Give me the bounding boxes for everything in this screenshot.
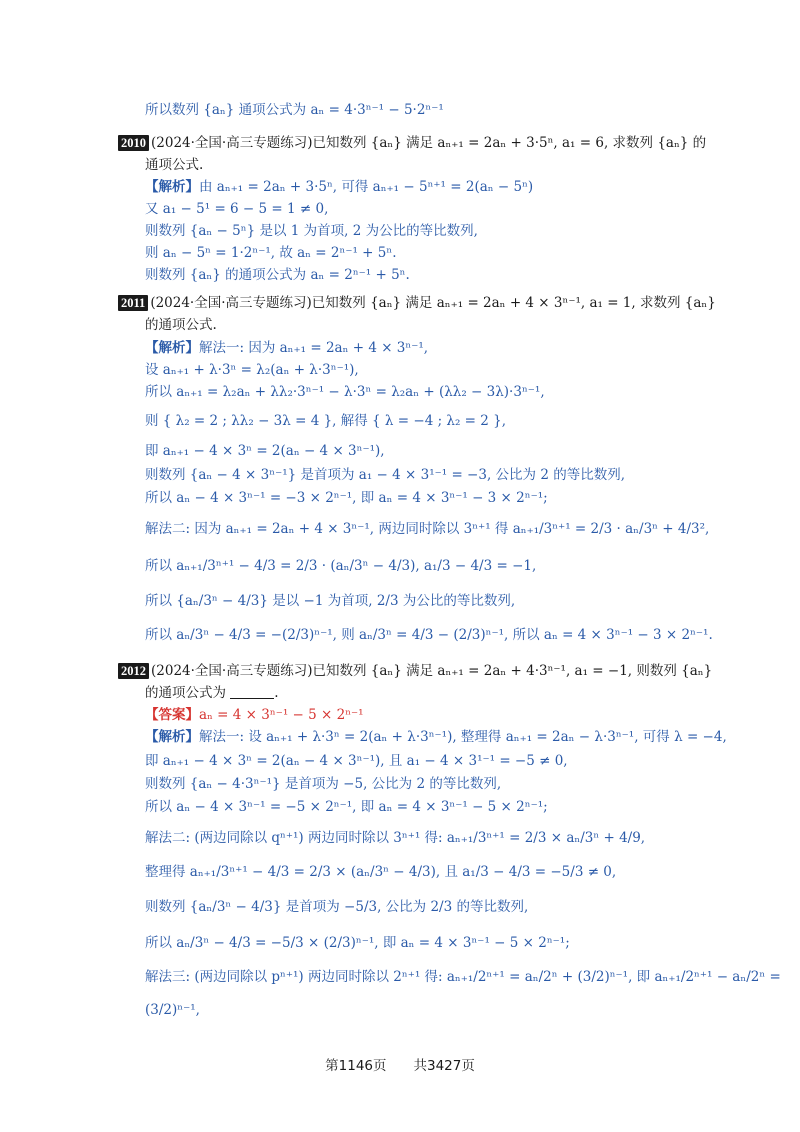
analysis-tag: 【解析】: [145, 729, 199, 745]
problem-2012-solution-line: 解法二: (两边同除以 qⁿ⁺¹) 两边同时除以 3ⁿ⁺¹ 得: aₙ₊₁/3ⁿ⁺¹ = 2/3 × aₙ/3ⁿ + 4/9,: [145, 830, 646, 846]
analysis-tag: 【解析】: [145, 340, 199, 356]
problem-2012-solution-line: 则数列 {aₙ/3ⁿ − 4/3} 是首项为 −5/3, 公比为 2/3 的等比数列,: [145, 899, 529, 915]
problem-2012-stem-line-2: 的通项公式为 .: [145, 685, 279, 701]
problem-2010-solution-line: 【解析】由 aₙ₊₁ = 2aₙ + 3·5ⁿ, 可得 aₙ₊₁ − 5ⁿ⁺¹ = 2(aₙ − 5ⁿ): [145, 179, 534, 195]
problem-2011-solution-line: 所以 {aₙ/3ⁿ − 4/3} 是以 −1 为首项, 2/3 为公比的等比数列,: [145, 593, 516, 609]
problem-2011-solution-line: 解法二: 因为 aₙ₊₁ = 2aₙ + 4 × 3ⁿ⁻¹, 两边同时除以 3ⁿ⁺¹ 得 aₙ₊₁/3ⁿ⁺¹ = 2/3 · aₙ/3ⁿ + 4/3²,: [145, 521, 710, 537]
problem-text: (2024·全国·高三专题练习)已知数列 {aₙ} 满足 aₙ₊₁ = 2aₙ + 3·5ⁿ, a₁ = 6, 求数列 {aₙ} 的: [151, 135, 707, 151]
problem-text: (2024·全国·高三专题练习)已知数列 {aₙ} 满足 aₙ₊₁ = 2aₙ + 4·3ⁿ⁻¹, a₁ = −1, 则数列 {aₙ}: [151, 663, 713, 679]
problem-2012-solution-line: 即 aₙ₊₁ − 4 × 3ⁿ = 2(aₙ − 4 × 3ⁿ⁻¹), 且 a₁ − 4 × 3¹⁻¹ = −5 ≠ 0,: [145, 753, 568, 769]
problem-2011-stem-line-1: [118, 293, 716, 313]
problem-2012-solution-line: 解法三: (两边同除以 pⁿ⁺¹) 两边同时除以 2ⁿ⁺¹ 得: aₙ₊₁/2ⁿ⁺¹ = aₙ/2ⁿ + (3/2)ⁿ⁻¹, 即 aₙ₊₁/2ⁿ⁺¹ − aₙ/2ⁿ =: [145, 969, 781, 985]
problem-2010-solution-line: 又 a₁ − 5¹ = 6 − 5 = 1 ≠ 0,: [145, 201, 329, 217]
problem-2012-solution-line: 则数列 {aₙ − 4·3ⁿ⁻¹} 是首项为 −5, 公比为 2 的等比数列,: [145, 776, 502, 792]
problem-number-badge: 2012: [118, 663, 149, 679]
answer-value: aₙ = 4 × 3ⁿ⁻¹ − 5 × 2ⁿ⁻¹: [199, 707, 364, 723]
answer-blank: [230, 684, 274, 699]
problem-2012-solution-line: 所以 aₙ/3ⁿ − 4/3 = −5/3 × (2/3)ⁿ⁻¹, 即 aₙ = 4 × 3ⁿ⁻¹ − 5 × 2ⁿ⁻¹;: [145, 935, 570, 951]
problem-2010-stem-line-2: 通项公式.: [145, 157, 204, 173]
problem-2011-solution-line: 所以 aₙ − 4 × 3ⁿ⁻¹ = −3 × 2ⁿ⁻¹, 即 aₙ = 4 × 3ⁿ⁻¹ − 3 × 2ⁿ⁻¹;: [145, 490, 548, 506]
problem-2011-solution-line: 【解析】解法一: 因为 aₙ₊₁ = 2aₙ + 4 × 3ⁿ⁻¹,: [145, 340, 429, 356]
problem-text: (2024·全国·高三专题练习)已知数列 {aₙ} 满足 aₙ₊₁ = 2aₙ + 4 × 3ⁿ⁻¹, a₁ = 1, 求数列 {aₙ}: [150, 295, 716, 311]
problem-2012-solution-line: (3/2)ⁿ⁻¹,: [145, 1002, 200, 1018]
problem-2010-solution-line: 则数列 {aₙ} 的通项公式为 aₙ = 2ⁿ⁻¹ + 5ⁿ.: [145, 267, 410, 283]
problem-2011-solution-line: 所以 aₙ/3ⁿ − 4/3 = −(2/3)ⁿ⁻¹, 则 aₙ/3ⁿ = 4/3 − (2/3)ⁿ⁻¹, 所以 aₙ = 4 × 3ⁿ⁻¹ − 3 × 2ⁿ⁻¹.: [145, 627, 713, 643]
problem-number-badge: 2010: [118, 135, 149, 151]
problem-2011-solution-line: 则数列 {aₙ − 4 × 3ⁿ⁻¹} 是首项为 a₁ − 4 × 3¹⁻¹ = −3, 公比为 2 的等比数列,: [145, 467, 626, 483]
problem-2012-solution-line: 整理得 aₙ₊₁/3ⁿ⁺¹ − 4/3 = 2/3 × (aₙ/3ⁿ − 4/3), 且 a₁/3 − 4/3 = −5/3 ≠ 0,: [145, 864, 617, 880]
problem-number-badge: 2011: [118, 295, 148, 311]
problem-2012-stem-line-1: [118, 661, 712, 681]
answer-tag: 【答案】: [145, 707, 199, 723]
problem-2010-solution-line: 则 aₙ − 5ⁿ = 1·2ⁿ⁻¹, 故 aₙ = 2ⁿ⁻¹ + 5ⁿ.: [145, 245, 397, 261]
problem-2011-solution-line: 设 aₙ₊₁ + λ·3ⁿ = λ₂(aₙ + λ·3ⁿ⁻¹),: [145, 362, 359, 378]
problem-2010-stem-line-1: [118, 133, 706, 153]
problem-2011-solution-line: 所以 aₙ₊₁ = λ₂aₙ + λλ₂·3ⁿ⁻¹ − λ·3ⁿ = λ₂aₙ + (λλ₂ − 3λ)·3ⁿ⁻¹,: [145, 384, 545, 400]
previous-solution-line: 所以数列 {aₙ} 通项公式为 aₙ = 4·3ⁿ⁻¹ − 5·2ⁿ⁻¹: [145, 102, 444, 118]
problem-2011-solution-line: 所以 aₙ₊₁/3ⁿ⁺¹ − 4/3 = 2/3 · (aₙ/3ⁿ − 4/3), a₁/3 − 4/3 = −1,: [145, 558, 537, 574]
problem-2011-solution-line: 则 { λ₂ = 2 ; λλ₂ − 3λ = 4 }, 解得 { λ = −4 ; λ₂ = 2 },: [145, 413, 507, 429]
problem-2012-solution-line: 所以 aₙ − 4 × 3ⁿ⁻¹ = −5 × 2ⁿ⁻¹, 即 aₙ = 4 × 3ⁿ⁻¹ − 5 × 2ⁿ⁻¹;: [145, 799, 548, 815]
problem-2011-solution-line: 即 aₙ₊₁ − 4 × 3ⁿ = 2(aₙ − 4 × 3ⁿ⁻¹),: [145, 443, 385, 459]
problem-2012-answer-line: [145, 705, 364, 725]
analysis-tag: 【解析】: [145, 179, 199, 195]
problem-2011-stem-line-2: 的通项公式.: [145, 317, 217, 333]
problem-2012-solution-line: 【解析】解法一: 设 aₙ₊₁ + λ·3ⁿ = 2(aₙ + λ·3ⁿ⁻¹), 整理得 aₙ₊₁ = 2aₙ − λ·3ⁿ⁻¹, 可得 λ = −4,: [145, 729, 727, 745]
problem-2010-solution-line: 则数列 {aₙ − 5ⁿ} 是以 1 为首项, 2 为公比的等比数列,: [145, 223, 478, 239]
page-footer: 第1146页 共3427页: [325, 1058, 475, 1074]
